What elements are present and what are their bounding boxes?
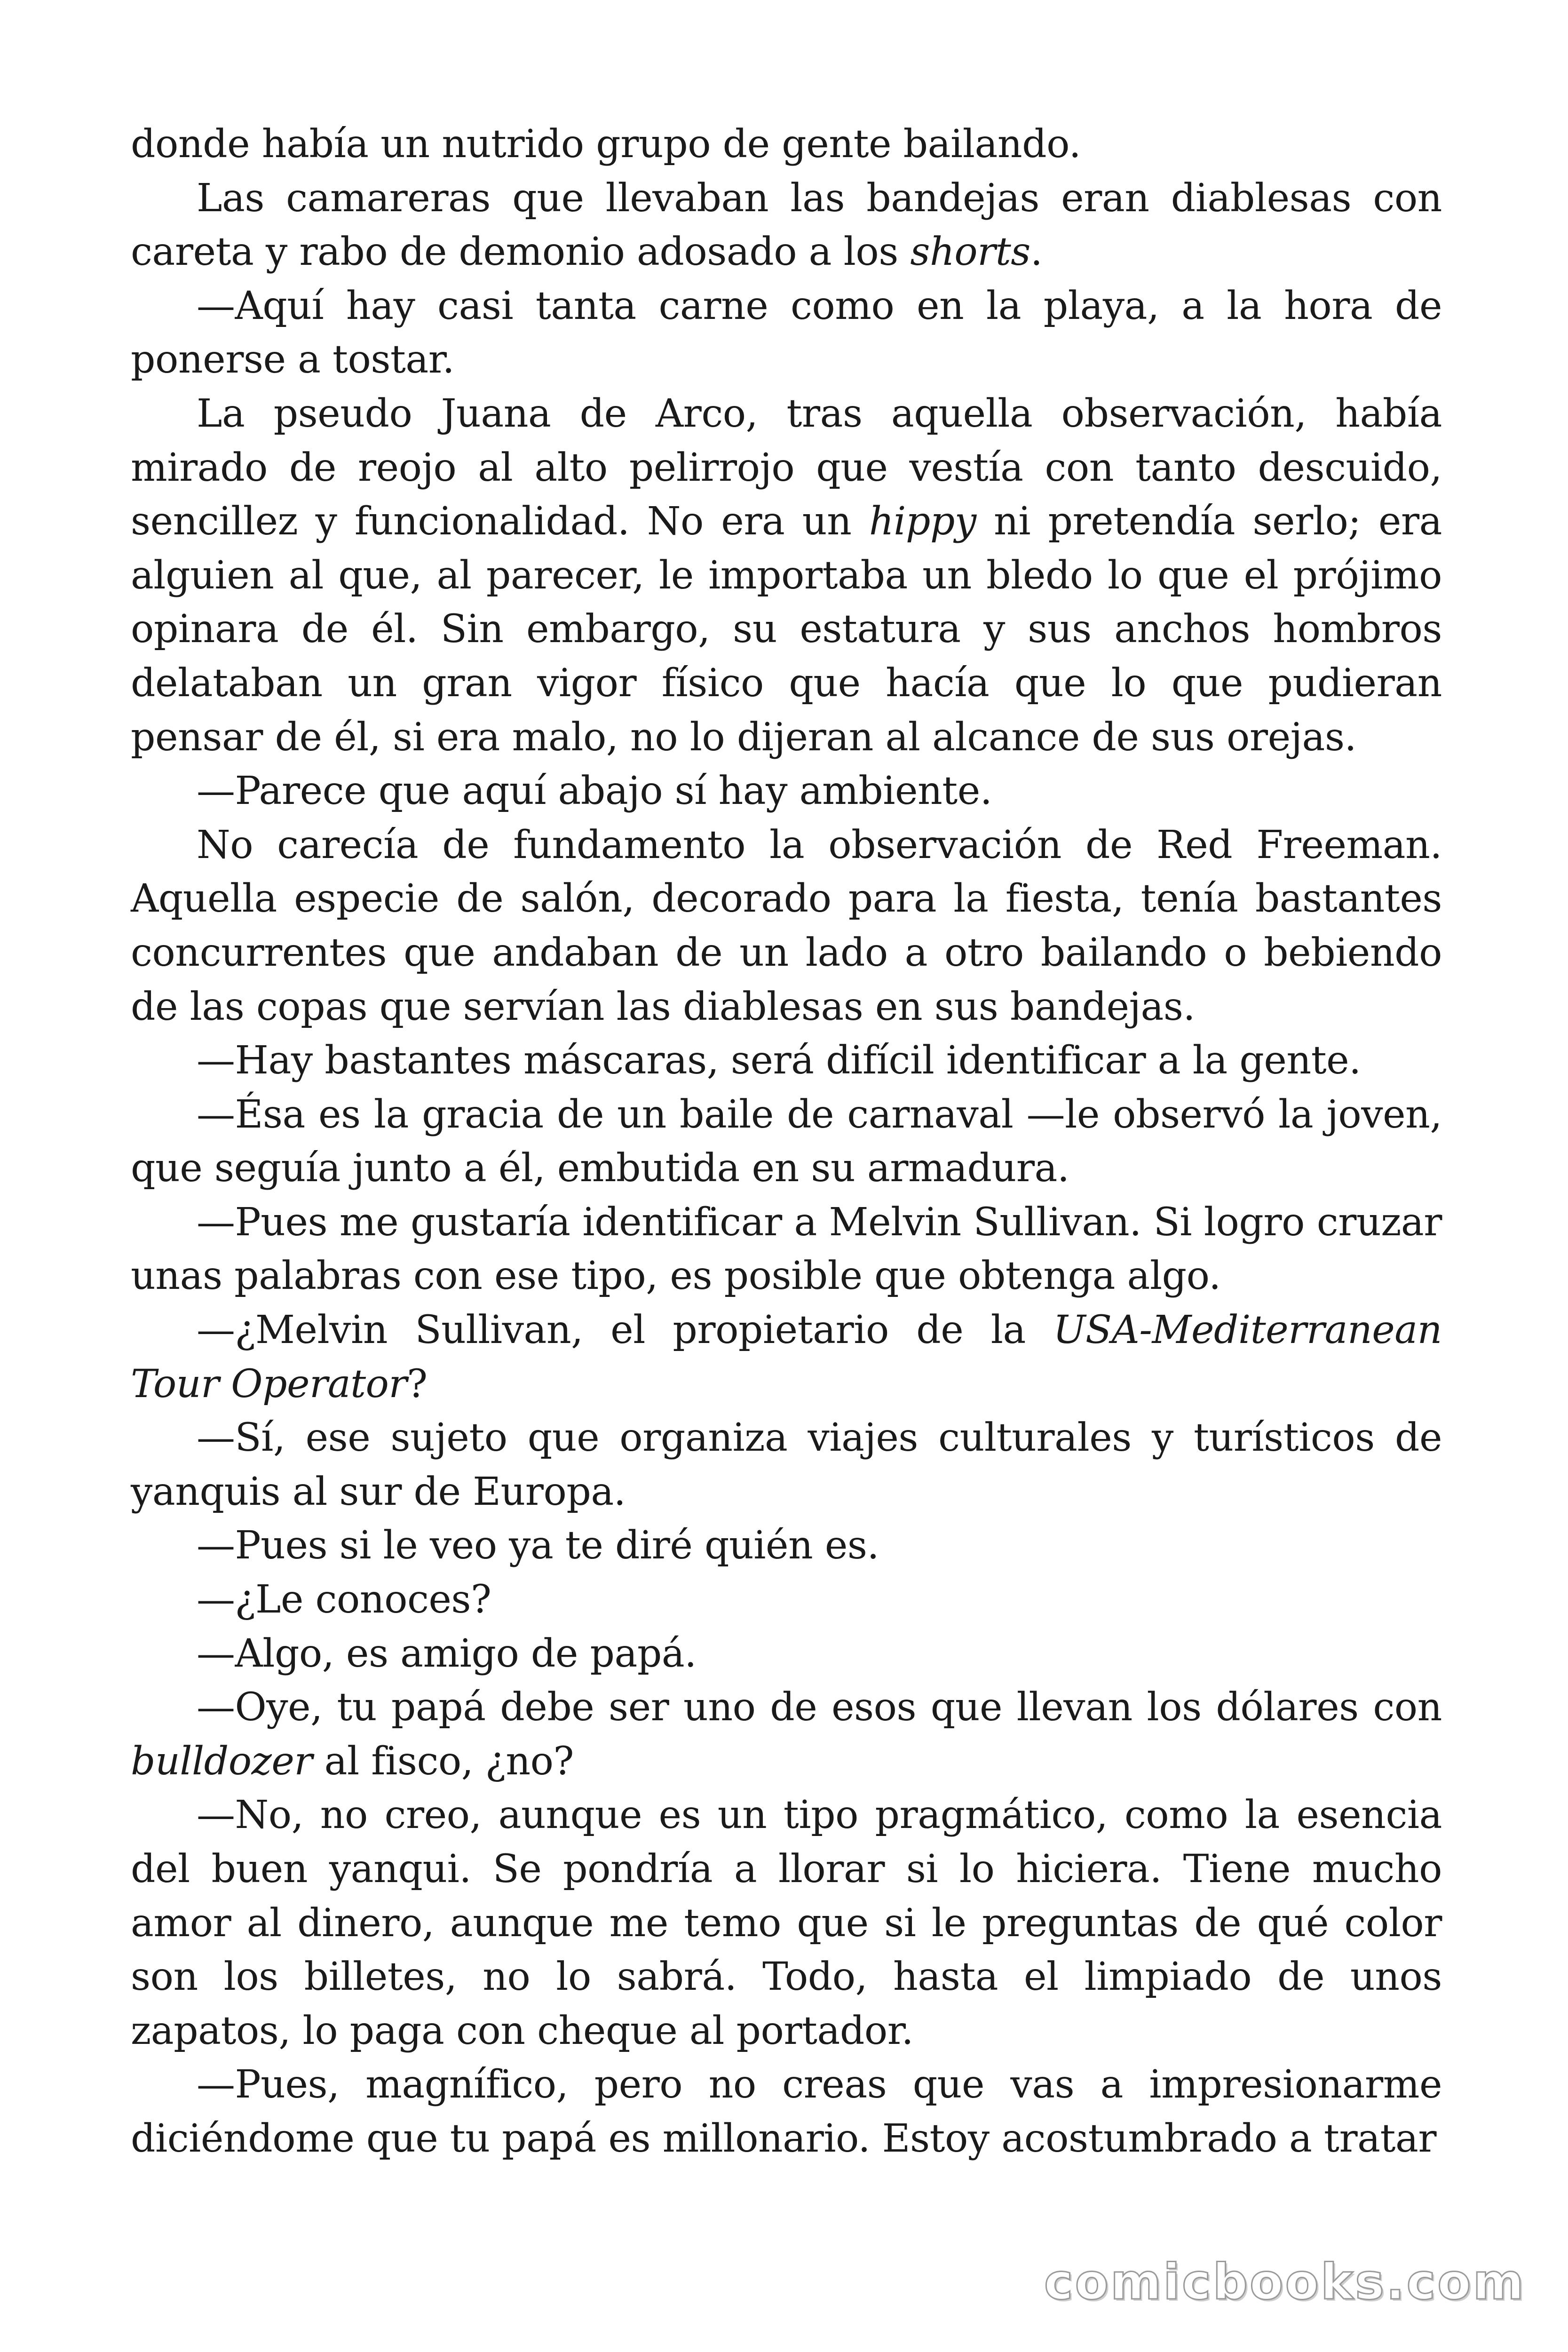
paragraph bbox=[131, 1411, 1442, 1519]
paragraph bbox=[131, 118, 1442, 172]
paragraph bbox=[131, 387, 1442, 764]
text-segment: donde había un nutrido grupo de gente bailando. bbox=[131, 122, 1081, 167]
text-segment: —No, no creo, aunque es un tipo pragmático, como la esencia del buen yanqui. Se pondría a llorar si lo hiciera. Tiene mucho amor al dinero, aunque me temo que si le preguntas de qué color son los billetes, no lo sabrá. Todo, hasta el limpiado de unos zapatos, lo paga con cheque al portador. bbox=[131, 1793, 1442, 2053]
paragraph bbox=[131, 1303, 1442, 1411]
watermark-logo: comicbooks.com bbox=[1044, 2253, 1526, 2311]
text-segment: —¿Le conoces? bbox=[197, 1577, 491, 1622]
paragraph bbox=[131, 1034, 1442, 1088]
text-segment: —¿Melvin Sullivan, el propietario de la bbox=[197, 1308, 1053, 1353]
text-segment: —Oye, tu papá debe ser uno de esos que llevan los dólares con bbox=[197, 1685, 1442, 1730]
paragraph bbox=[131, 1519, 1442, 1573]
paragraph bbox=[131, 279, 1442, 387]
text-segment: ni pretendía serlo; era alguien al que, al parecer, le importaba un bledo lo que el prójimo opinara de él. Sin embargo, su estatura y sus anchos hombros delataban un gran vigor físico que hacía que lo que pudieran pensar de él, si era malo, no lo dijeran al alcance de sus orejas. bbox=[131, 499, 1442, 760]
text-segment: La pseudo Juana de Arco, tras aquella observación, había mirado de reojo al alto pelirrojo que vestía con tanto descuido, sencillez y funcionalidad. No era un bbox=[131, 391, 1442, 544]
paragraph bbox=[131, 1788, 1442, 2058]
paragraph bbox=[131, 1681, 1442, 1788]
text-segment: —Pues si le veo ya te diré quién es. bbox=[197, 1523, 879, 1568]
paragraph bbox=[131, 1196, 1442, 1303]
italic-text: bulldozer bbox=[131, 1739, 313, 1784]
text-segment: —Hay bastantes máscaras, será difícil identificar a la gente. bbox=[197, 1038, 1361, 1083]
page-text bbox=[131, 118, 1442, 2166]
paragraph bbox=[131, 1088, 1442, 1196]
paragraph bbox=[131, 1573, 1442, 1627]
text-segment: Las camareras que llevaban las bandejas eran diablesas con careta y rabo de demonio adosado a los bbox=[131, 175, 1442, 275]
italic-text: shorts bbox=[910, 230, 1030, 275]
text-segment: —Sí, ese sujeto que organiza viajes culturales y turísticos de yanquis al sur de Europa. bbox=[131, 1415, 1442, 1514]
paragraph bbox=[131, 1627, 1442, 1681]
text-segment: No carecía de fundamento la observación de Red Freeman. Aquella especie de salón, decorado para la fiesta, tenía bastantes concurrentes que andaban de un lado a otro bailando o bebiendo de las copas que servían las diablesas en sus bandejas. bbox=[131, 822, 1442, 1029]
text-segment: ? bbox=[407, 1361, 428, 1406]
text-segment: —Pues me gustaría identificar a Melvin Sullivan. Si logro cruzar unas palabras con ese tipo, es posible que obtenga algo. bbox=[131, 1200, 1442, 1299]
text-segment: al fisco, ¿no? bbox=[312, 1739, 574, 1784]
text-segment: —Pues, magnífico, pero no creas que vas a impresionarme diciéndome que tu papá es millonario. Estoy acostumbrado a tratar bbox=[131, 2062, 1442, 2161]
paragraph bbox=[131, 2058, 1442, 2166]
text-segment: —Algo, es amigo de papá. bbox=[197, 1631, 697, 1676]
text-segment: —Parece que aquí abajo sí hay ambiente. bbox=[197, 769, 992, 814]
text-segment: —Ésa es la gracia de un baile de carnaval —le observó la joven, que seguía junto a él, embutida en su armadura. bbox=[131, 1092, 1442, 1191]
paragraph bbox=[131, 764, 1442, 818]
italic-text: hippy bbox=[869, 499, 976, 544]
text-segment: . bbox=[1030, 230, 1043, 275]
paragraph bbox=[131, 172, 1442, 279]
text-segment: —Aquí hay casi tanta carne como en la playa, a la hora de ponerse a tostar. bbox=[131, 283, 1442, 382]
italic-text: USA-Mediterranean Tour Operator bbox=[131, 1308, 1442, 1406]
paragraph bbox=[131, 818, 1442, 1034]
